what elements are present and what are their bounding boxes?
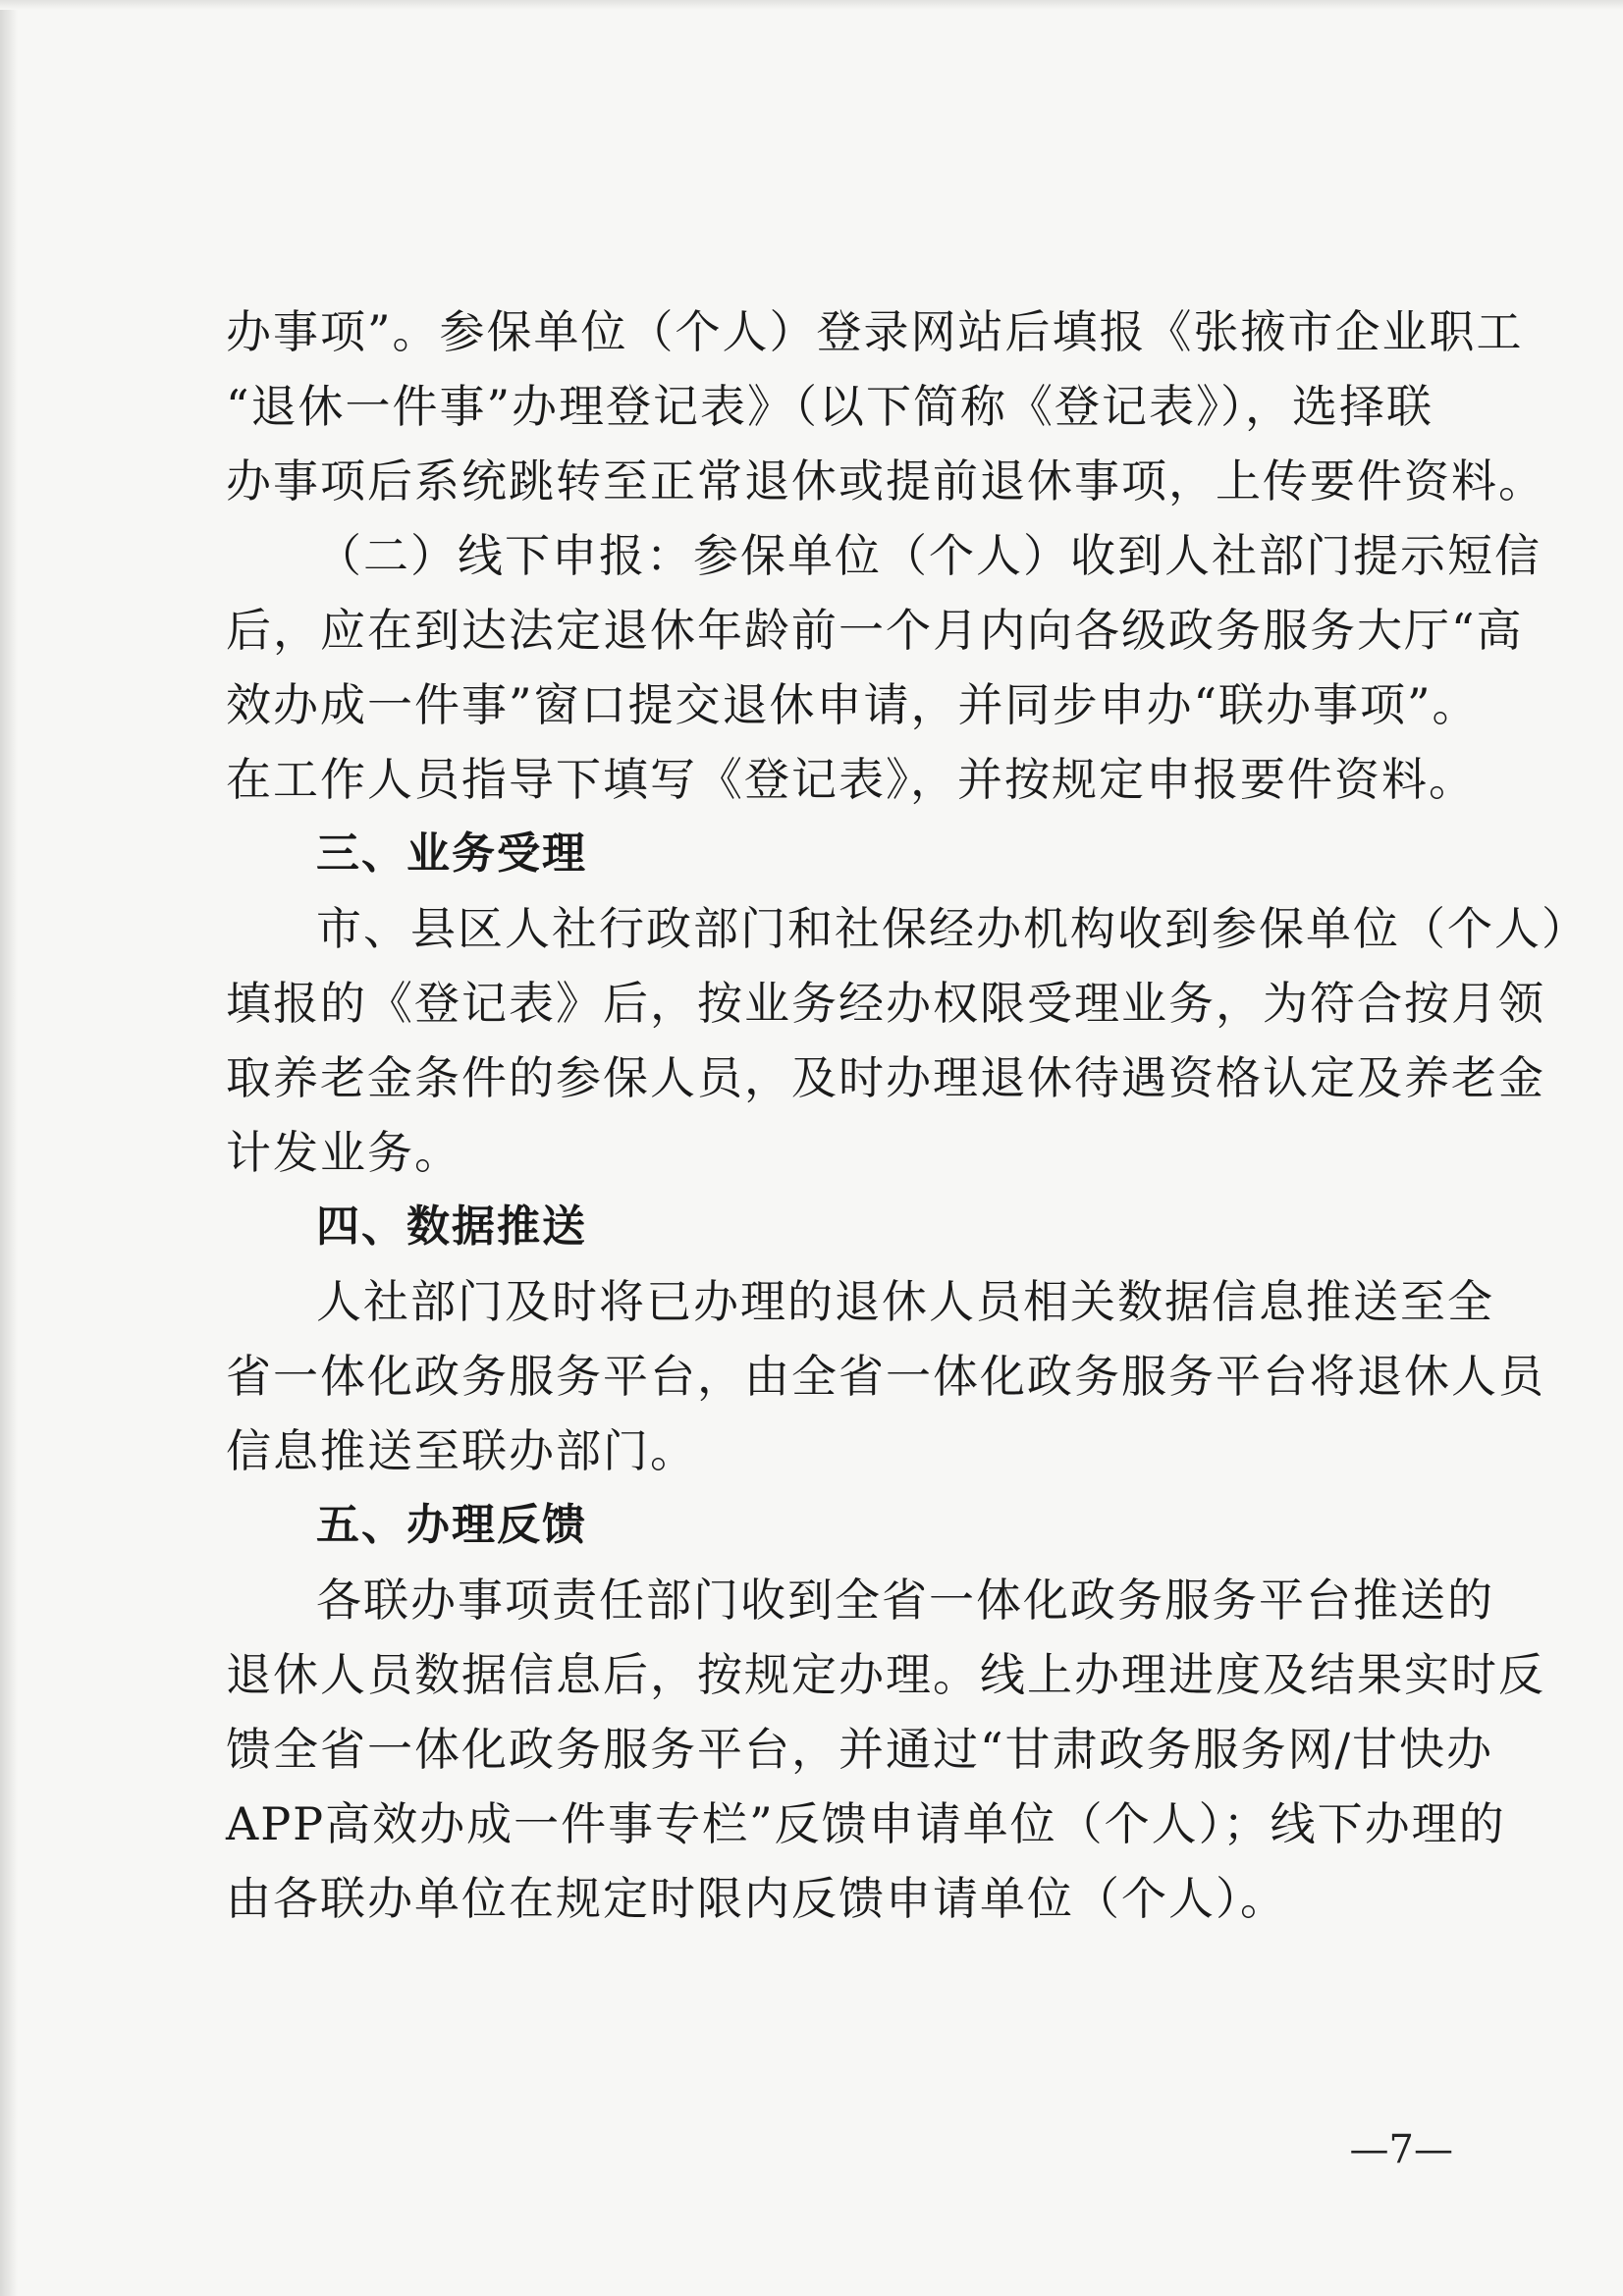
page-number: —7— bbox=[1349, 2127, 1453, 2172]
scan-edge-left bbox=[0, 0, 18, 2296]
text-line: 信息推送至联办部门。 bbox=[226, 1424, 697, 1477]
paragraph-feedback bbox=[226, 1563, 1545, 1936]
paragraph-offline-application bbox=[226, 518, 1542, 817]
document-body bbox=[226, 294, 1589, 1936]
text-line: 各联办事项责任部门收到全省一体化政务服务平台推送的 bbox=[316, 1574, 1494, 1627]
text-line: （二）线下申报：参保单位（个人）收到人社部门提示短信 bbox=[316, 529, 1542, 582]
text-line: 由各联办单位在规定时限内反馈申请单位（个人）。 bbox=[226, 1872, 1287, 1925]
scan-edge-top bbox=[0, 0, 1623, 10]
text-line: 填报的《登记表》后，按业务经办权限受理业务，为符合按月领 bbox=[226, 977, 1545, 1030]
text-line: 计发业务。 bbox=[226, 1126, 461, 1179]
paragraph-continuation bbox=[226, 294, 1545, 518]
paragraph-data-push bbox=[226, 1264, 1545, 1488]
section-heading-business-acceptance: 三、业务受理 bbox=[316, 828, 587, 879]
text-line: 在工作人员指导下填写《登记表》，并按规定申报要件资料。 bbox=[226, 753, 1476, 806]
text-line: 馈全省一体化政务服务平台，并通过“甘肃政务服务网/甘快办 bbox=[226, 1723, 1494, 1776]
section-heading-data-push: 四、数据推送 bbox=[316, 1201, 587, 1252]
text-line: 人社部门及时将已办理的退休人员相关数据信息推送至全 bbox=[316, 1275, 1494, 1328]
text-line: 取养老金条件的参保人员，及时办理退休待遇资格认定及养老金 bbox=[226, 1051, 1545, 1104]
text-line: 退休人员数据信息后，按规定办理。线上办理进度及结果实时反 bbox=[226, 1648, 1545, 1701]
text-line: 省一体化政务服务平台，由全省一体化政务服务平台将退休人员 bbox=[226, 1350, 1545, 1403]
text-line: “退休一件事”办理登记表》（以下简称《登记表》），选择联 bbox=[226, 380, 1434, 433]
text-line: APP高效办成一件事专栏”反馈申请单位（个人）；线下办理的 bbox=[226, 1797, 1506, 1850]
text-line: 后，应在到达法定退休年龄前一个月内向各级政务服务大厅“高 bbox=[226, 604, 1524, 657]
text-line: 效办成一件事”窗口提交退休申请，并同步申办“联办事项”。 bbox=[226, 678, 1480, 731]
paragraph-business-acceptance bbox=[226, 891, 1589, 1190]
text-line: 办事项后系统跳转至正常退休或提前退休事项，上传要件资料。 bbox=[226, 454, 1545, 507]
text-line: 市、县区人社行政部门和社保经办机构收到参保单位（个人） bbox=[316, 902, 1589, 955]
text-line: 办事项”。参保单位（个人）登录网站后填报《张掖市企业职工 bbox=[226, 305, 1524, 358]
section-heading-feedback: 五、办理反馈 bbox=[316, 1500, 587, 1550]
